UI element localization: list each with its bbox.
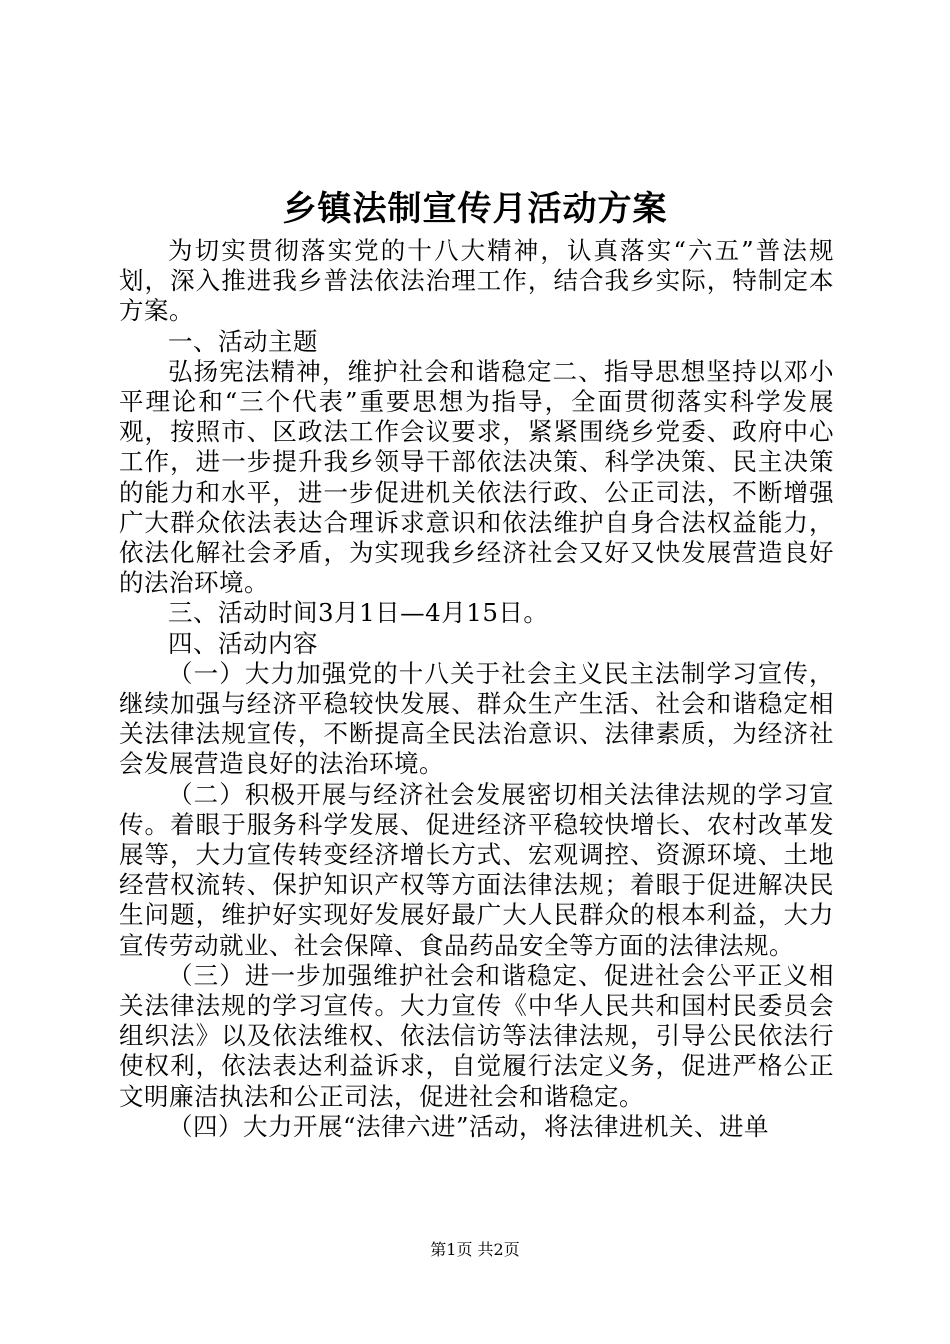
content-item-1: （一）大力加强党的十八关于社会主义民主法制学习宣传，继续加强与经济平稳较快发展、群众生产生活、社会和谐稳定相关法律法规宣传，不断提高全民法治意识、法律素质，为经济社会发展营造良好的法治环境。 [119, 658, 834, 779]
page-footer: 第1页 共2页 [430, 1240, 520, 1259]
content-item-3: （三）进一步加强维护社会和谐稳定、促进社会公平正义相关法律法规的学习宣传。大力宣传《中华人民共和国村民委员会组织法》以及依法维权、依法信访等法律法规，引导公民依法行使权利，依法表达利益诉求，自觉履行法定义务，促进严格公正文明廉洁执法和公正司法，促进社会和谐稳定。 [119, 960, 834, 1111]
section-heading-content: 四、活动内容 [168, 628, 318, 658]
content-item-4: （四）大力开展“法律六进”活动，将法律进机关、进单 [168, 1111, 770, 1141]
content-item-2: （二）积极开展与经济社会发展密切相关法律法规的学习宣传。着眼于服务科学发展、促进经济平稳较快增长、农村改革发展等，大力宣传转变经济增长方式、宏观调控、资源环境、土地经营权流转、保护知识产权等方面法律法规；着眼于促进解决民生问题，维护好实现好发展好最广大人民群众的根本利益，大力宣传劳动就业、社会保障、食品药品安全等方面的法律法规。 [119, 779, 834, 960]
document-body [119, 236, 834, 1142]
theme-and-guidance-paragraph: 弘扬宪法精神，维护社会和谐稳定二、指导思想坚持以邓小平理论和“三个代表”重要思想为指导，全面贯彻落实科学发展观，按照市、区政法工作会议要求，紧紧围绕乡党委、政府中心工作，进一步提升我乡领导干部依法决策、科学决策、民主决策的能力和水平，进一步促进机关依法行政、公正司法，不断增强广大群众依法表达合理诉求意识和依法维护自身合法权益能力，依法化解社会矛盾，为实现我乡经济社会又好又快发展营造良好的法治环境。 [119, 356, 834, 598]
section-heading-time: 三、活动时间3月1日—4月15日。 [168, 598, 549, 628]
document-title: 乡镇法制宣传月活动方案 [282, 189, 668, 229]
section-heading-theme: 一、活动主题 [168, 326, 318, 356]
intro-paragraph: 为切实贯彻落实党的十八大精神，认真落实“六五”普法规划，深入推进我乡普法依法治理工作，结合我乡实际，特制定本方案。 [119, 236, 834, 326]
